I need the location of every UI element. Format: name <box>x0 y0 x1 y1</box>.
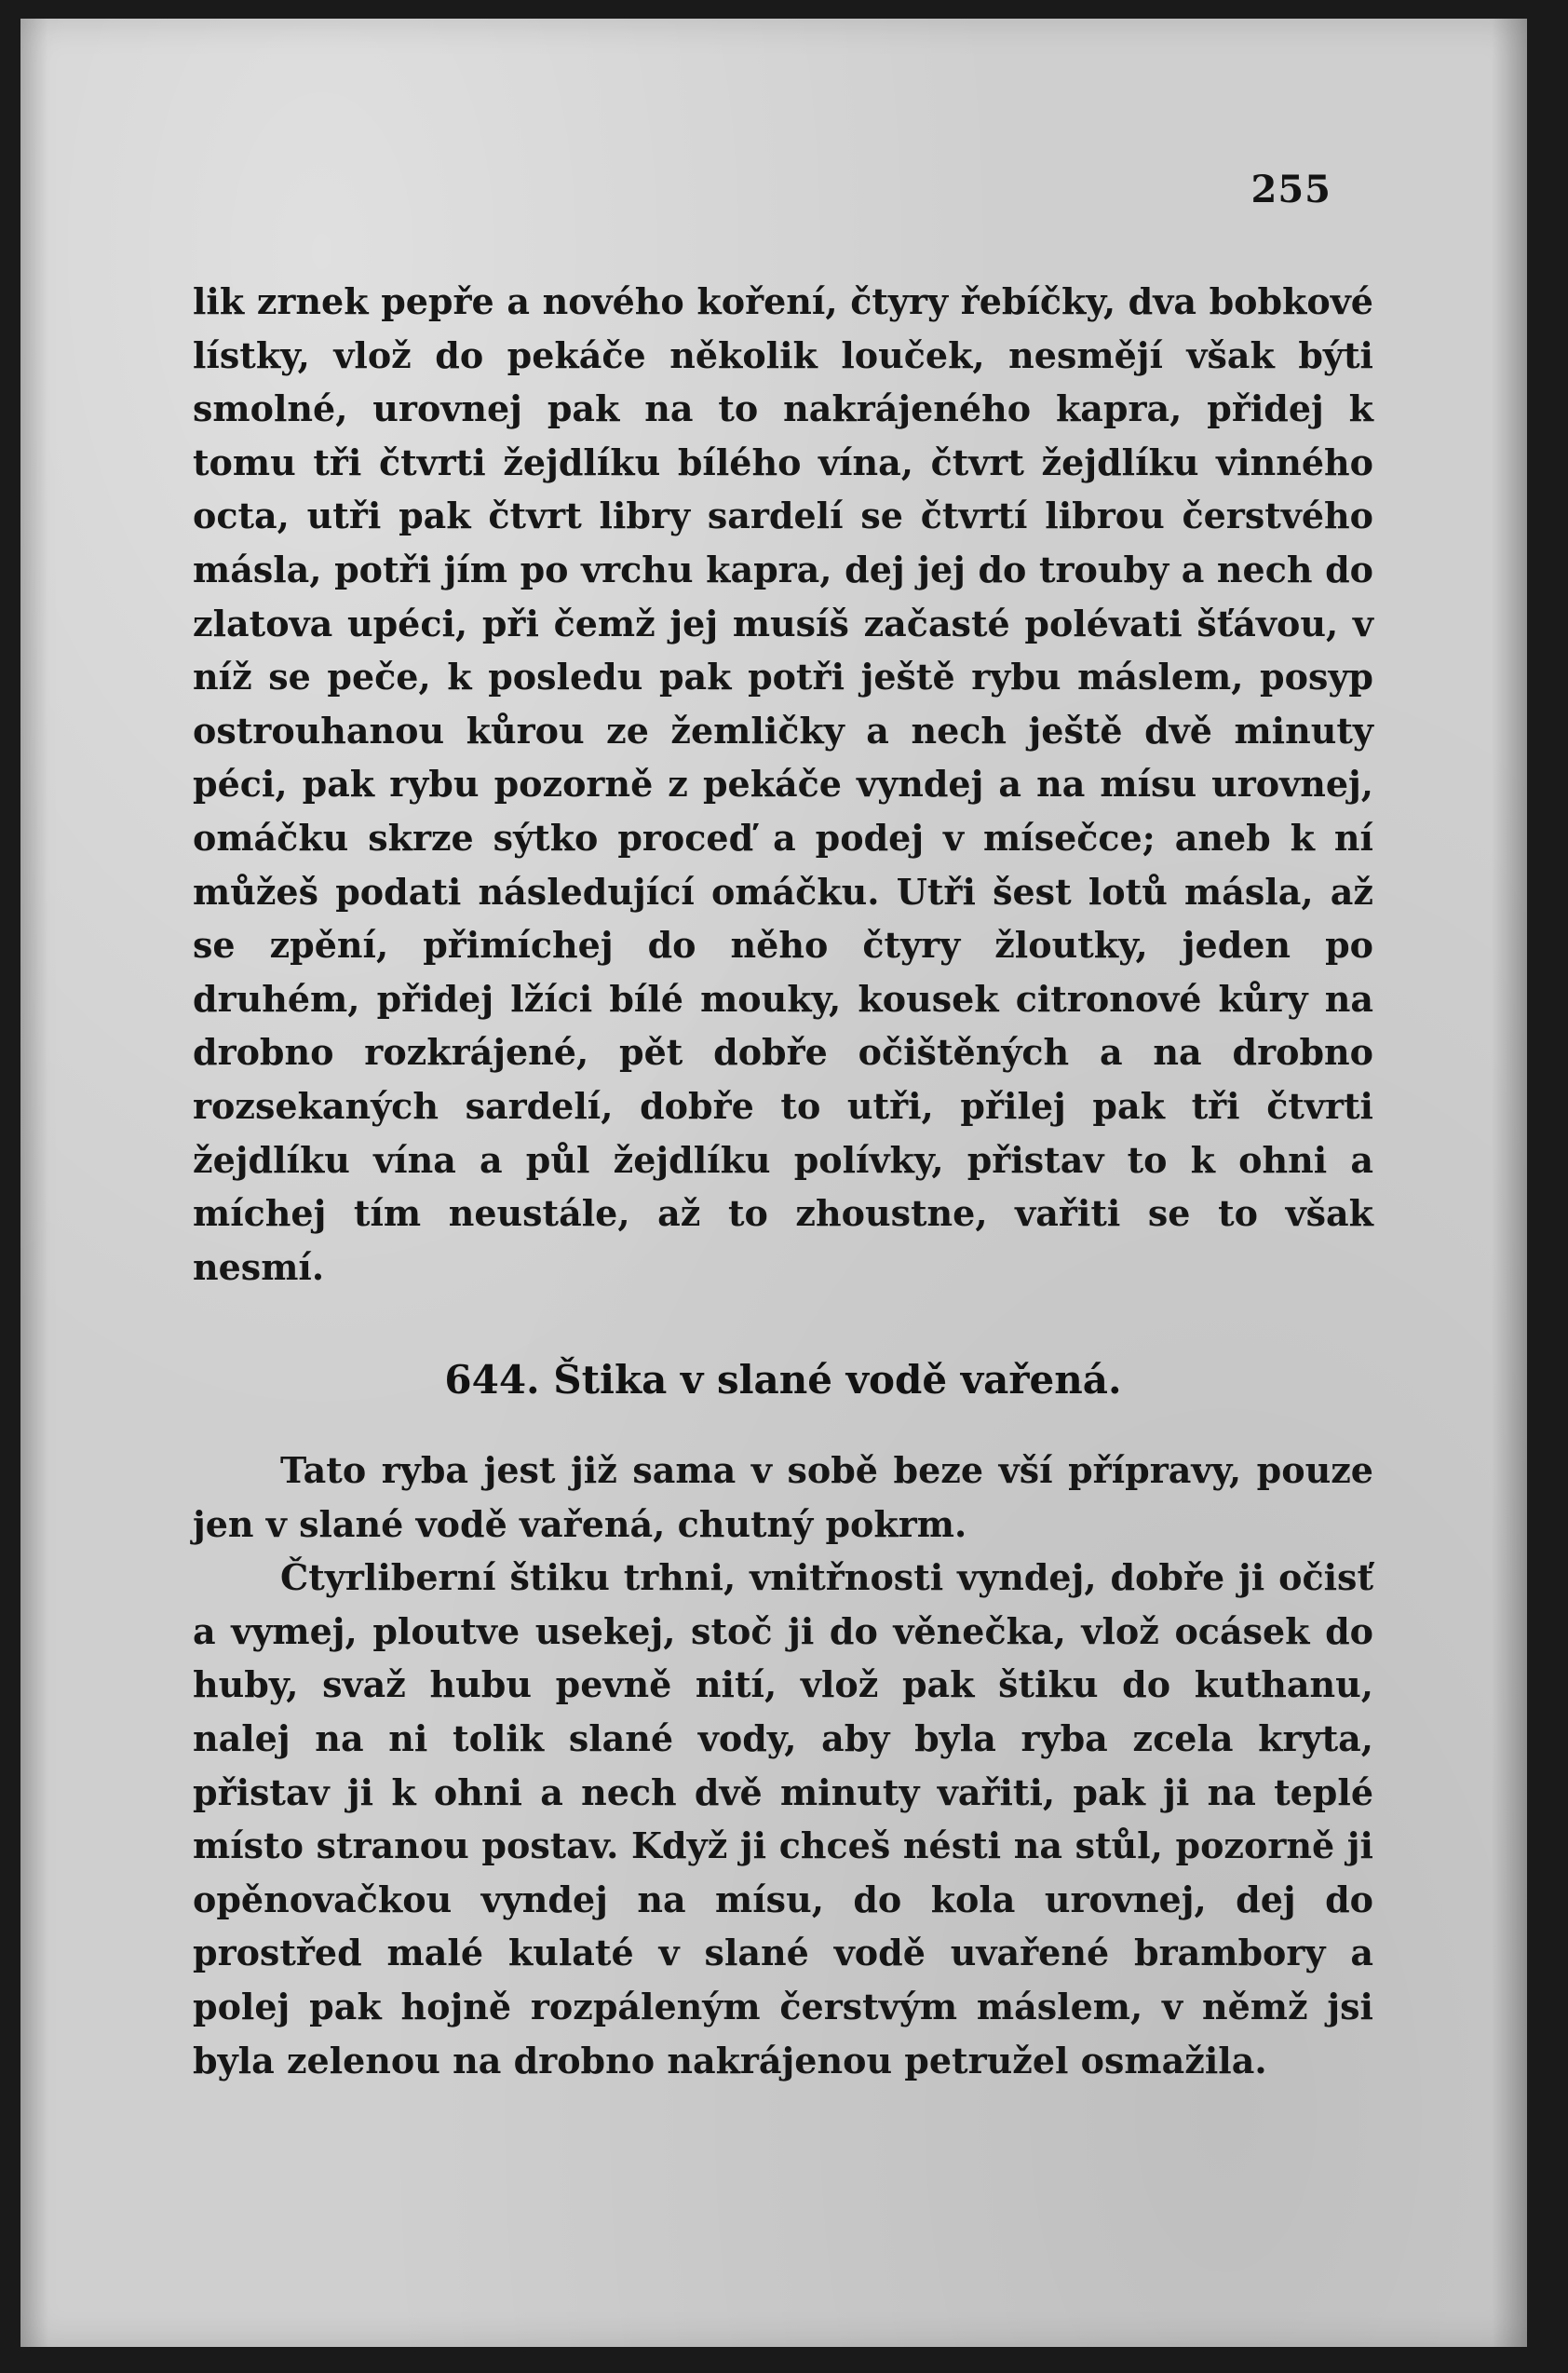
paragraph-continuation: lik zrnek pepře a nového koření, čtyry řebíčky, dva bobkové lístky, vlož do pekáče několik louček, nesmějí však býti smolné, urovnej pak na to nakrájeného kapra, přidej k tomu tři čtvrti žejdlíku bílého vína, čtvrt žejdlíku vinného octa, utři pak čtvrt libry sardelí se čtvrtí librou čerstvého másla, potři jím po vrchu kapra, dej jej do trouby a nech do zlatova upéci, při čemž jej musíš začasté polévati šťávou, v níž se peče, k posledu pak potři ještě rybu máslem, posyp ostrouhanou kůrou ze žemličky a nech ještě dvě minuty péci, pak rybu pozorně z pekáče vyndej a na mísu urovnej, omáčku skrze sýtko proceď a podej v mísečce; aneb k ní můžeš podati následující omáčku. Utři šest lotů másla, až se zpění, přimíchej do něho čtyry žloutky, jeden po druhém, přidej lžíci bílé mouky, kousek citronové kůry na drobno rozkrájené, pět dobře očištěných a na drobno rozsekaných sardelí, dobře to utři, přilej pak tři čtvrti žejdlíku vína a půl žejdlíku polívky, přistav to k ohni a míchej tím neustále, až to zhoustne, vařiti se to však nesmí. <box>193 280 1373 1288</box>
paragraph-intro: Tato ryba jest již sama v sobě beze vší přípravy, pouze jen v slané vodě vařená, chutný pokrm. <box>193 1449 1373 1545</box>
paragraph-instructions: Čtyrliberní štiku trhni, vnitřnosti vyndej, dobře ji očisť a vymej, ploutve usekej, stoč ji do věnečka, vlož ocásek do huby, svaž hubu pevně nití, vlož pak štiku do kuthanu, nalej na ni tolik slané vody, aby byla ryba zcela kryta, přistav ji k ohni a nech dvě minuty vařiti, pak ji na teplé místo stranou postav. Když ji chceš nésti na stůl, pozorně ji opěnovačkou vyndej na mísu, do kola urovnej, dej do prostřed malé kulaté v slané vodě uvařené brambory a polej pak hojně rozpáleným čerstvým máslem, v němž jsi byla zelenou na drobno nakrájenou petružel osmažila. <box>193 1556 1373 2081</box>
recipe-heading: 644. Štika v slané vodě vařená. <box>444 1357 1122 1403</box>
text-block-continuation <box>193 275 1373 1294</box>
page-number: 255 <box>1250 168 1331 211</box>
text-block-recipe <box>193 1444 1373 2087</box>
book-page <box>20 19 1527 2347</box>
